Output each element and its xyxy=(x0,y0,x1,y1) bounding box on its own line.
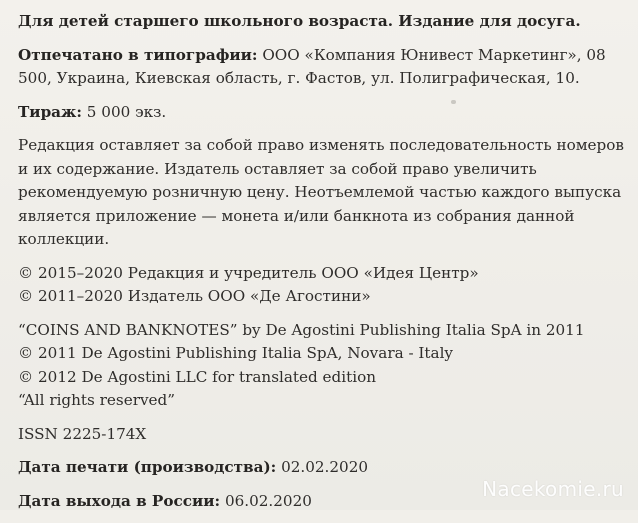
print-date-label: Дата печати (производства): xyxy=(18,458,277,476)
circulation-value: 5 000 экз. xyxy=(81,102,167,121)
issn-line: ISSN 2225-174X xyxy=(18,424,147,443)
imprint-content xyxy=(18,6,624,523)
copyright-ru-line-2: © 2011–2020 Издатель ООО «Де Агостини» xyxy=(18,287,371,305)
print-date-line xyxy=(18,456,624,480)
copyright-ru-line-1: © 2015–2020 Редакция и учредитель ООО «Идея Центр» xyxy=(18,263,479,282)
printed-at-value: ООО «Компания Юнивест Маркетинг», 08 500, Украина, Киевская область, г. Фастов, ул. Полиграфическая, 10. xyxy=(18,45,606,87)
release-date-value: 06.02.2020 xyxy=(220,491,312,510)
circulation-line xyxy=(18,101,624,125)
circulation-label: Тираж: xyxy=(18,102,82,121)
english-copyright-block xyxy=(18,319,624,413)
copyright-en-line-1: © 2011 De Agostini Publishing Italia SpA, Novara - Italy xyxy=(18,344,454,362)
copyright-en-line-2: © 2012 De Agostini LLC for translated edition xyxy=(18,367,377,386)
printed-at-paragraph xyxy=(18,44,624,91)
rights-paragraph: Редакция оставляет за собой право изменять последовательность номеров и их содержание. Издатель оставляет за собой право увеличить рекомендуемую розничную цену. Неотъемлемой частью каждого выпуска является приложение — монета и/или банкнота из собрания данной коллекции. xyxy=(18,136,624,248)
russian-copyright-block xyxy=(18,262,624,309)
original-title-line: “COINS AND BANKNOTES” by De Agostini Publishing Italia SpA in 2011 xyxy=(18,320,585,339)
print-date-value: 02.02.2020 xyxy=(276,458,369,476)
all-rights-line: “All rights reserved” xyxy=(18,391,176,409)
audience-line: Для детей старшего школьного возраста. Издание для досуга. xyxy=(18,12,581,30)
site-watermark: Nacekomie.ru xyxy=(482,477,624,501)
release-date-label: Дата выхода в России: xyxy=(18,491,221,510)
printed-at-label: Отпечатано в типографии: xyxy=(18,45,258,64)
